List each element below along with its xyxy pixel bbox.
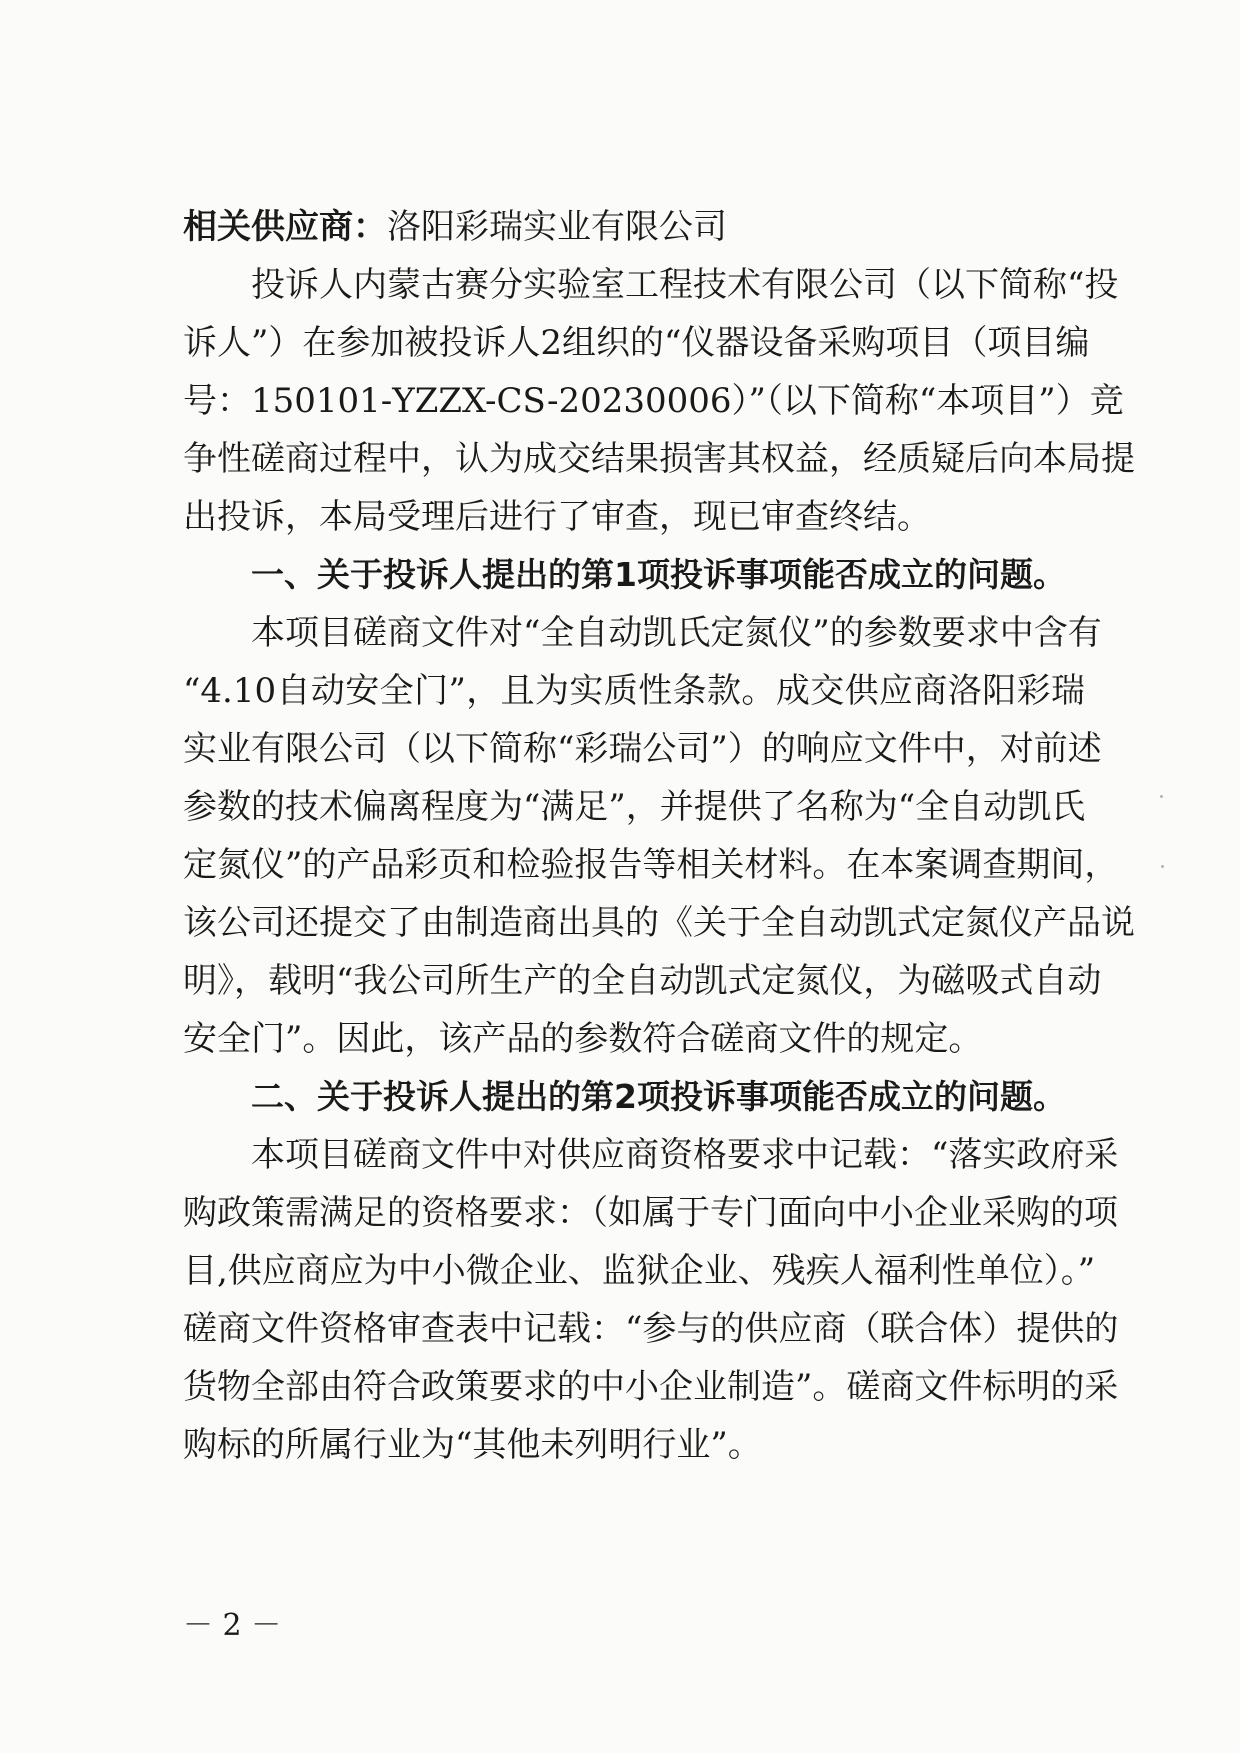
- supplier-label: 相关供应商：: [183, 207, 387, 247]
- page-number: － 2 －: [183, 1608, 282, 1643]
- paragraph-line: 出投诉，本局受理后进行了审查，现已审查终结。: [183, 497, 931, 537]
- scan-speck: [1160, 795, 1163, 798]
- paragraph-line: 货物全部由符合政策要求的中小企业制造”。磋商文件标明的采: [183, 1367, 1119, 1407]
- paragraph-line: 目,供应商应为中小微企业、监狱企业、残疾人福利性单位）。”: [183, 1251, 1096, 1291]
- section-heading-1: 一、关于投诉人提出的第1项投诉事项能否成立的问题。: [251, 555, 1066, 594]
- paragraph-line: 购政策需满足的资格要求：（如属于专门面向中小企业采购的项: [183, 1193, 1118, 1233]
- paragraph-line: 诉人”）在参加被投诉人2组织的“仪器设备采购项目（项目编: [183, 323, 1090, 363]
- paragraph-line: 实业有限公司（以下简称“彩瑞公司”）的响应文件中，对前述: [183, 729, 1102, 769]
- paragraph-line: 投诉人内蒙古赛分实验室工程技术有限公司（以下简称“投: [251, 265, 1119, 305]
- paragraph-line: 本项目磋商文件中对供应商资格要求中记载：“落实政府采: [251, 1135, 1119, 1175]
- supplier-line: [183, 198, 1085, 256]
- document-body: [183, 198, 1135, 1474]
- paragraph-line: 磋商文件资格审查表中记载：“参与的供应商（联合体）提供的: [183, 1309, 1119, 1349]
- paragraph-line: 该公司还提交了由制造商出具的《关于全自动凯式定氮仪产品说: [183, 903, 1135, 943]
- section-heading-2: 二、关于投诉人提出的第2项投诉事项能否成立的问题。: [251, 1077, 1066, 1116]
- paragraph-line: 明》，载明“我公司所生产的全自动凯式定氮仪，为磁吸式自动: [183, 961, 1102, 1001]
- paragraph-line: “4.10自动安全门”，且为实质性条款。成交供应商洛阳彩瑞: [183, 671, 1085, 711]
- paragraph-line: 购标的所属行业为“其他未列明行业”。: [183, 1425, 762, 1465]
- paragraph-line: 参数的技术偏离程度为“满足”，并提供了名称为“全自动凯氏: [183, 787, 1086, 827]
- paragraph-line: 安全门”。因此，该产品的参数符合磋商文件的规定。: [183, 1019, 983, 1059]
- paragraph-line: 定氮仪”的产品彩页和检验报告等相关材料。在本案调查期间，: [183, 845, 1119, 885]
- paragraph-line: 本项目磋商文件对“全自动凯氏定氮仪”的参数要求中含有: [251, 613, 1102, 653]
- supplier-value: 洛阳彩瑞实业有限公司: [387, 207, 727, 247]
- paragraph-line: 争性磋商过程中，认为成交结果损害其权益，经质疑后向本局提: [183, 439, 1135, 479]
- scan-speck: [1161, 865, 1164, 868]
- paragraph-line: 号：150101-YZZX-CS-20230006）”（以下简称“本项目”）竞: [183, 381, 1124, 421]
